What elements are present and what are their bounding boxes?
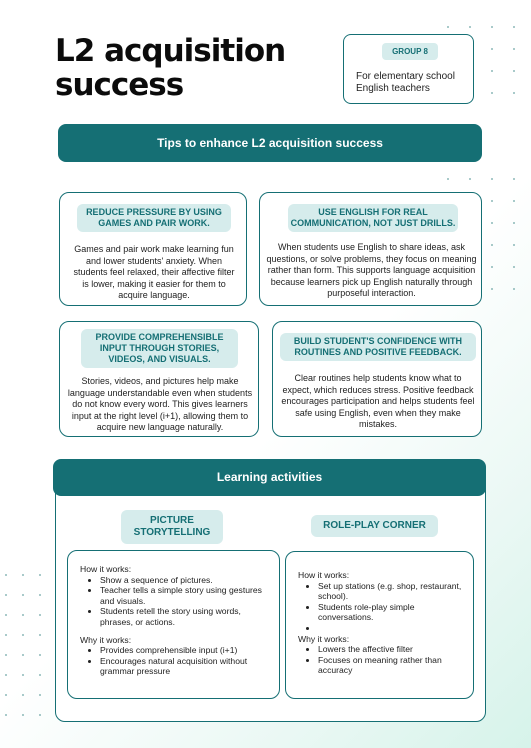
decorative-dot	[39, 654, 41, 656]
decorative-dot	[39, 574, 41, 576]
decorative-dot	[22, 694, 24, 696]
decorative-dot	[513, 266, 515, 268]
decorative-dot	[491, 48, 493, 50]
decorative-dot	[513, 222, 515, 224]
decorative-dot	[22, 714, 24, 716]
decorative-dot	[513, 92, 515, 94]
learning-activities-header: Learning activities	[53, 459, 486, 496]
tip-card-real-communication	[259, 192, 482, 306]
how-it-works-list	[80, 575, 269, 628]
tip-title: USE ENGLISH FOR REAL COMMUNICATION, NOT JUST DRILLS.	[288, 204, 458, 232]
decorative-dot	[5, 634, 7, 636]
activity-title-picture-storytelling: PICTURE STORYTELLING	[121, 510, 223, 544]
list-item: • Set up stations (e.g. shop, restaurant, school).	[318, 581, 463, 602]
tip-card-build-confidence	[272, 321, 482, 437]
why-it-works-label: Why it works:	[298, 633, 350, 644]
decorative-dot	[447, 26, 449, 28]
decorative-dot	[5, 614, 7, 616]
why-it-works-list	[298, 644, 463, 676]
activity-box-picture-storytelling	[67, 550, 280, 699]
list-item: • Provides comprehensible input (i+1)	[100, 645, 269, 656]
decorative-dot	[22, 614, 24, 616]
list-item	[318, 623, 463, 634]
decorative-dot	[22, 654, 24, 656]
list-item: • Students role-play simple conversations.	[318, 602, 463, 623]
tip-card-reduce-pressure	[59, 192, 247, 306]
decorative-dot	[5, 594, 7, 596]
list-item: • Teacher tells a simple story using gestures and visuals.	[100, 585, 269, 606]
why-it-works-label: Why it works:	[80, 634, 132, 645]
tip-title: BUILD STUDENT'S CONFIDENCE WITH ROUTINES AND POSITIVE FEEDBACK.	[280, 333, 476, 361]
decorative-dot	[491, 222, 493, 224]
decorative-dot	[22, 674, 24, 676]
tip-card-comprehensible-input	[59, 321, 259, 437]
decorative-dot	[491, 288, 493, 290]
activity-title-role-play: ROLE-PLAY CORNER	[311, 515, 438, 537]
decorative-dot	[469, 26, 471, 28]
decorative-dot	[491, 26, 493, 28]
decorative-dot	[5, 694, 7, 696]
tip-body: Clear routines help students know what to expect, which reduces stress. Positive feedback encourages participation and helps students feel safe using English, even when they make mistakes.	[281, 373, 475, 429]
list-item: • Encourages natural acquisition without grammar pressure	[100, 656, 269, 677]
group-info-card	[343, 34, 474, 104]
why-it-works-list	[80, 645, 269, 677]
list-item: • Show a sequence of pictures.	[100, 575, 269, 586]
decorative-dot	[491, 244, 493, 246]
decorative-dot	[513, 200, 515, 202]
decorative-dot	[5, 714, 7, 716]
tips-banner: Tips to enhance L2 acquisition success	[58, 124, 482, 162]
decorative-dot	[513, 26, 515, 28]
audience-text: For elementary school English teachers	[356, 71, 455, 94]
group-badge: GROUP 8	[382, 43, 438, 60]
how-it-works-label: How it works:	[298, 570, 350, 580]
decorative-dot	[491, 70, 493, 72]
tip-body: When students use English to share ideas, ask questions, or solve problems, they focus on meaning rather than form. This supports language acquisition because learners pick up English naturally through purposeful interaction.	[266, 242, 477, 298]
decorative-dot	[39, 614, 41, 616]
decorative-dot	[513, 70, 515, 72]
how-it-works-label: How it works:	[80, 564, 132, 574]
decorative-dot	[5, 674, 7, 676]
decorative-dot	[513, 48, 515, 50]
list-item: • Focuses on meaning rather than accuracy	[318, 655, 463, 676]
decorative-dot	[491, 92, 493, 94]
decorative-dot	[513, 244, 515, 246]
decorative-dot	[491, 178, 493, 180]
decorative-dot	[491, 200, 493, 202]
decorative-dot	[39, 674, 41, 676]
how-it-works-list	[298, 581, 463, 634]
decorative-dot	[447, 178, 449, 180]
tip-title: PROVIDE COMPREHENSIBLE INPUT THROUGH STORIES, VIDEOS, AND VISUALS.	[81, 329, 238, 368]
decorative-dot	[22, 574, 24, 576]
page-title: L2 acquisition success	[55, 33, 286, 103]
decorative-dot	[39, 694, 41, 696]
decorative-dot	[5, 574, 7, 576]
list-item: • Lowers the affective filter	[318, 644, 463, 655]
activity-box-role-play	[285, 551, 474, 699]
decorative-dot	[39, 594, 41, 596]
tip-title: REDUCE PRESSURE BY USING GAMES AND PAIR WORK.	[77, 204, 231, 232]
decorative-dot	[469, 178, 471, 180]
decorative-dot	[513, 288, 515, 290]
decorative-dot	[491, 266, 493, 268]
tip-body: Games and pair work make learning fun and lower students' anxiety. When students feel relaxed, their affective filter is lower, making it easier for them to acquire language.	[73, 244, 235, 300]
decorative-dot	[39, 714, 41, 716]
list-item: • Students retell the story using words, phrases, or actions.	[100, 606, 269, 627]
decorative-dot	[22, 594, 24, 596]
tip-body: Stories, videos, and pictures help make language understandable even when students do not know every word. This gives learners input at the right level (i+1), allowing them to acquire new language naturally.	[67, 376, 253, 432]
decorative-dot	[39, 634, 41, 636]
decorative-dot	[5, 654, 7, 656]
decorative-dot	[22, 634, 24, 636]
decorative-dot	[513, 178, 515, 180]
